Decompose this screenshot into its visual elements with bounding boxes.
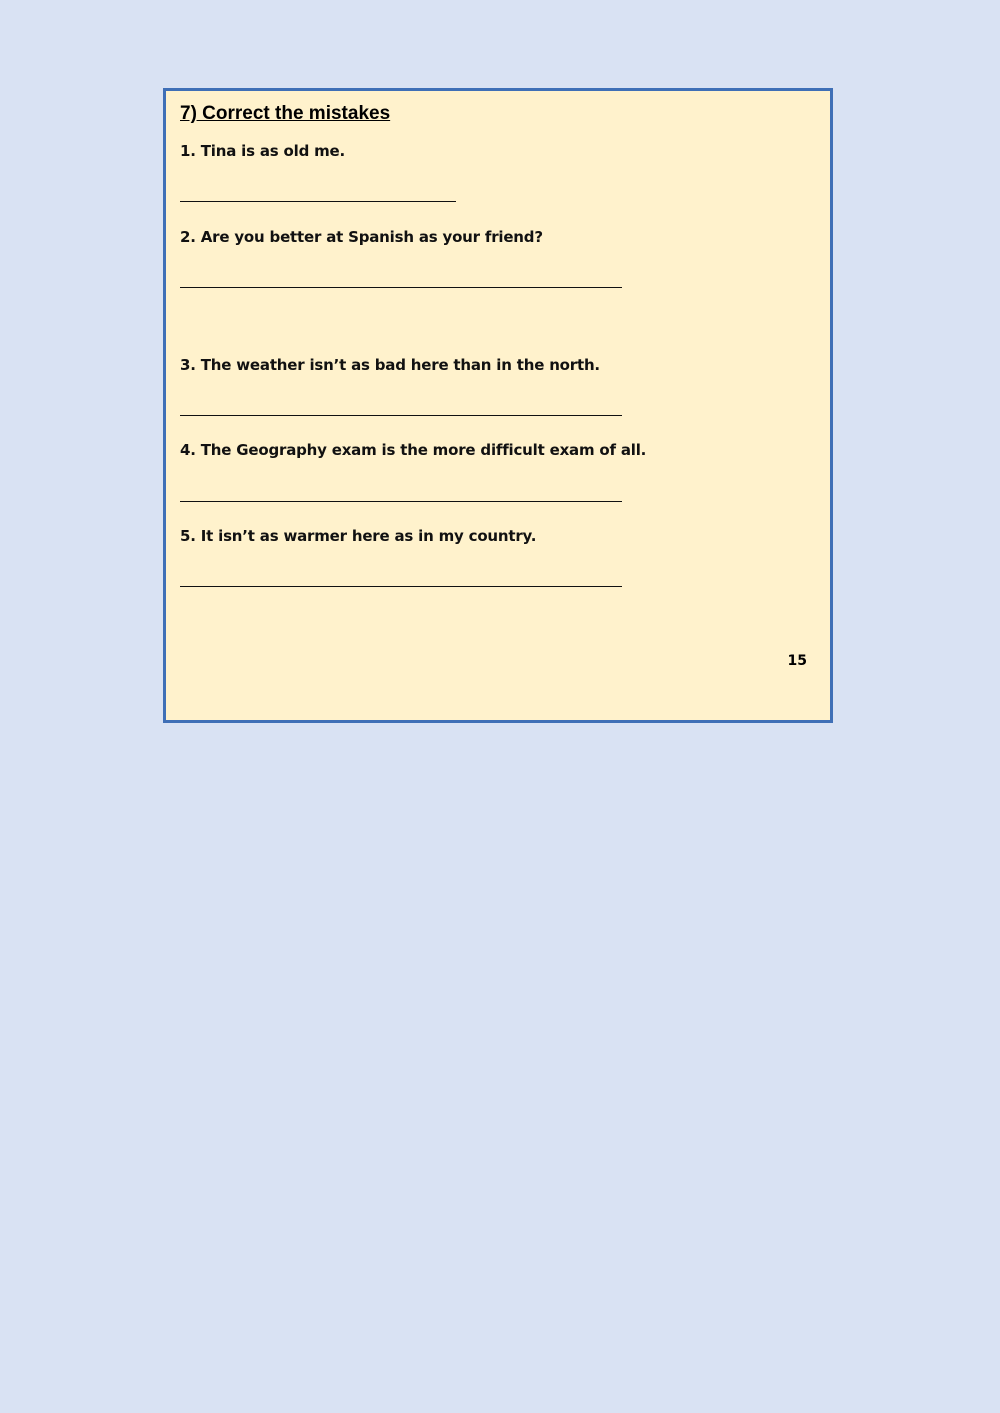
question-5: 5. It isn’t as warmer here as in my country. <box>180 527 537 545</box>
question-2: 2. Are you better at Spanish as your friend? <box>180 228 543 246</box>
worksheet-box <box>163 88 833 723</box>
answer-line-1[interactable] <box>180 201 456 202</box>
question-1: 1. Tina is as old me. <box>180 142 346 160</box>
answer-line-2[interactable] <box>180 287 622 288</box>
question-4: 4. The Geography exam is the more difficult exam of all. <box>180 441 647 459</box>
question-3: 3. The weather isn’t as bad here than in the north. <box>180 356 600 374</box>
answer-line-4[interactable] <box>180 501 622 502</box>
answer-line-3[interactable] <box>180 415 622 416</box>
answer-line-5[interactable] <box>180 586 622 587</box>
page-number: 15 <box>787 653 807 669</box>
exercise-title: 7) Correct the mistakes <box>180 103 391 124</box>
